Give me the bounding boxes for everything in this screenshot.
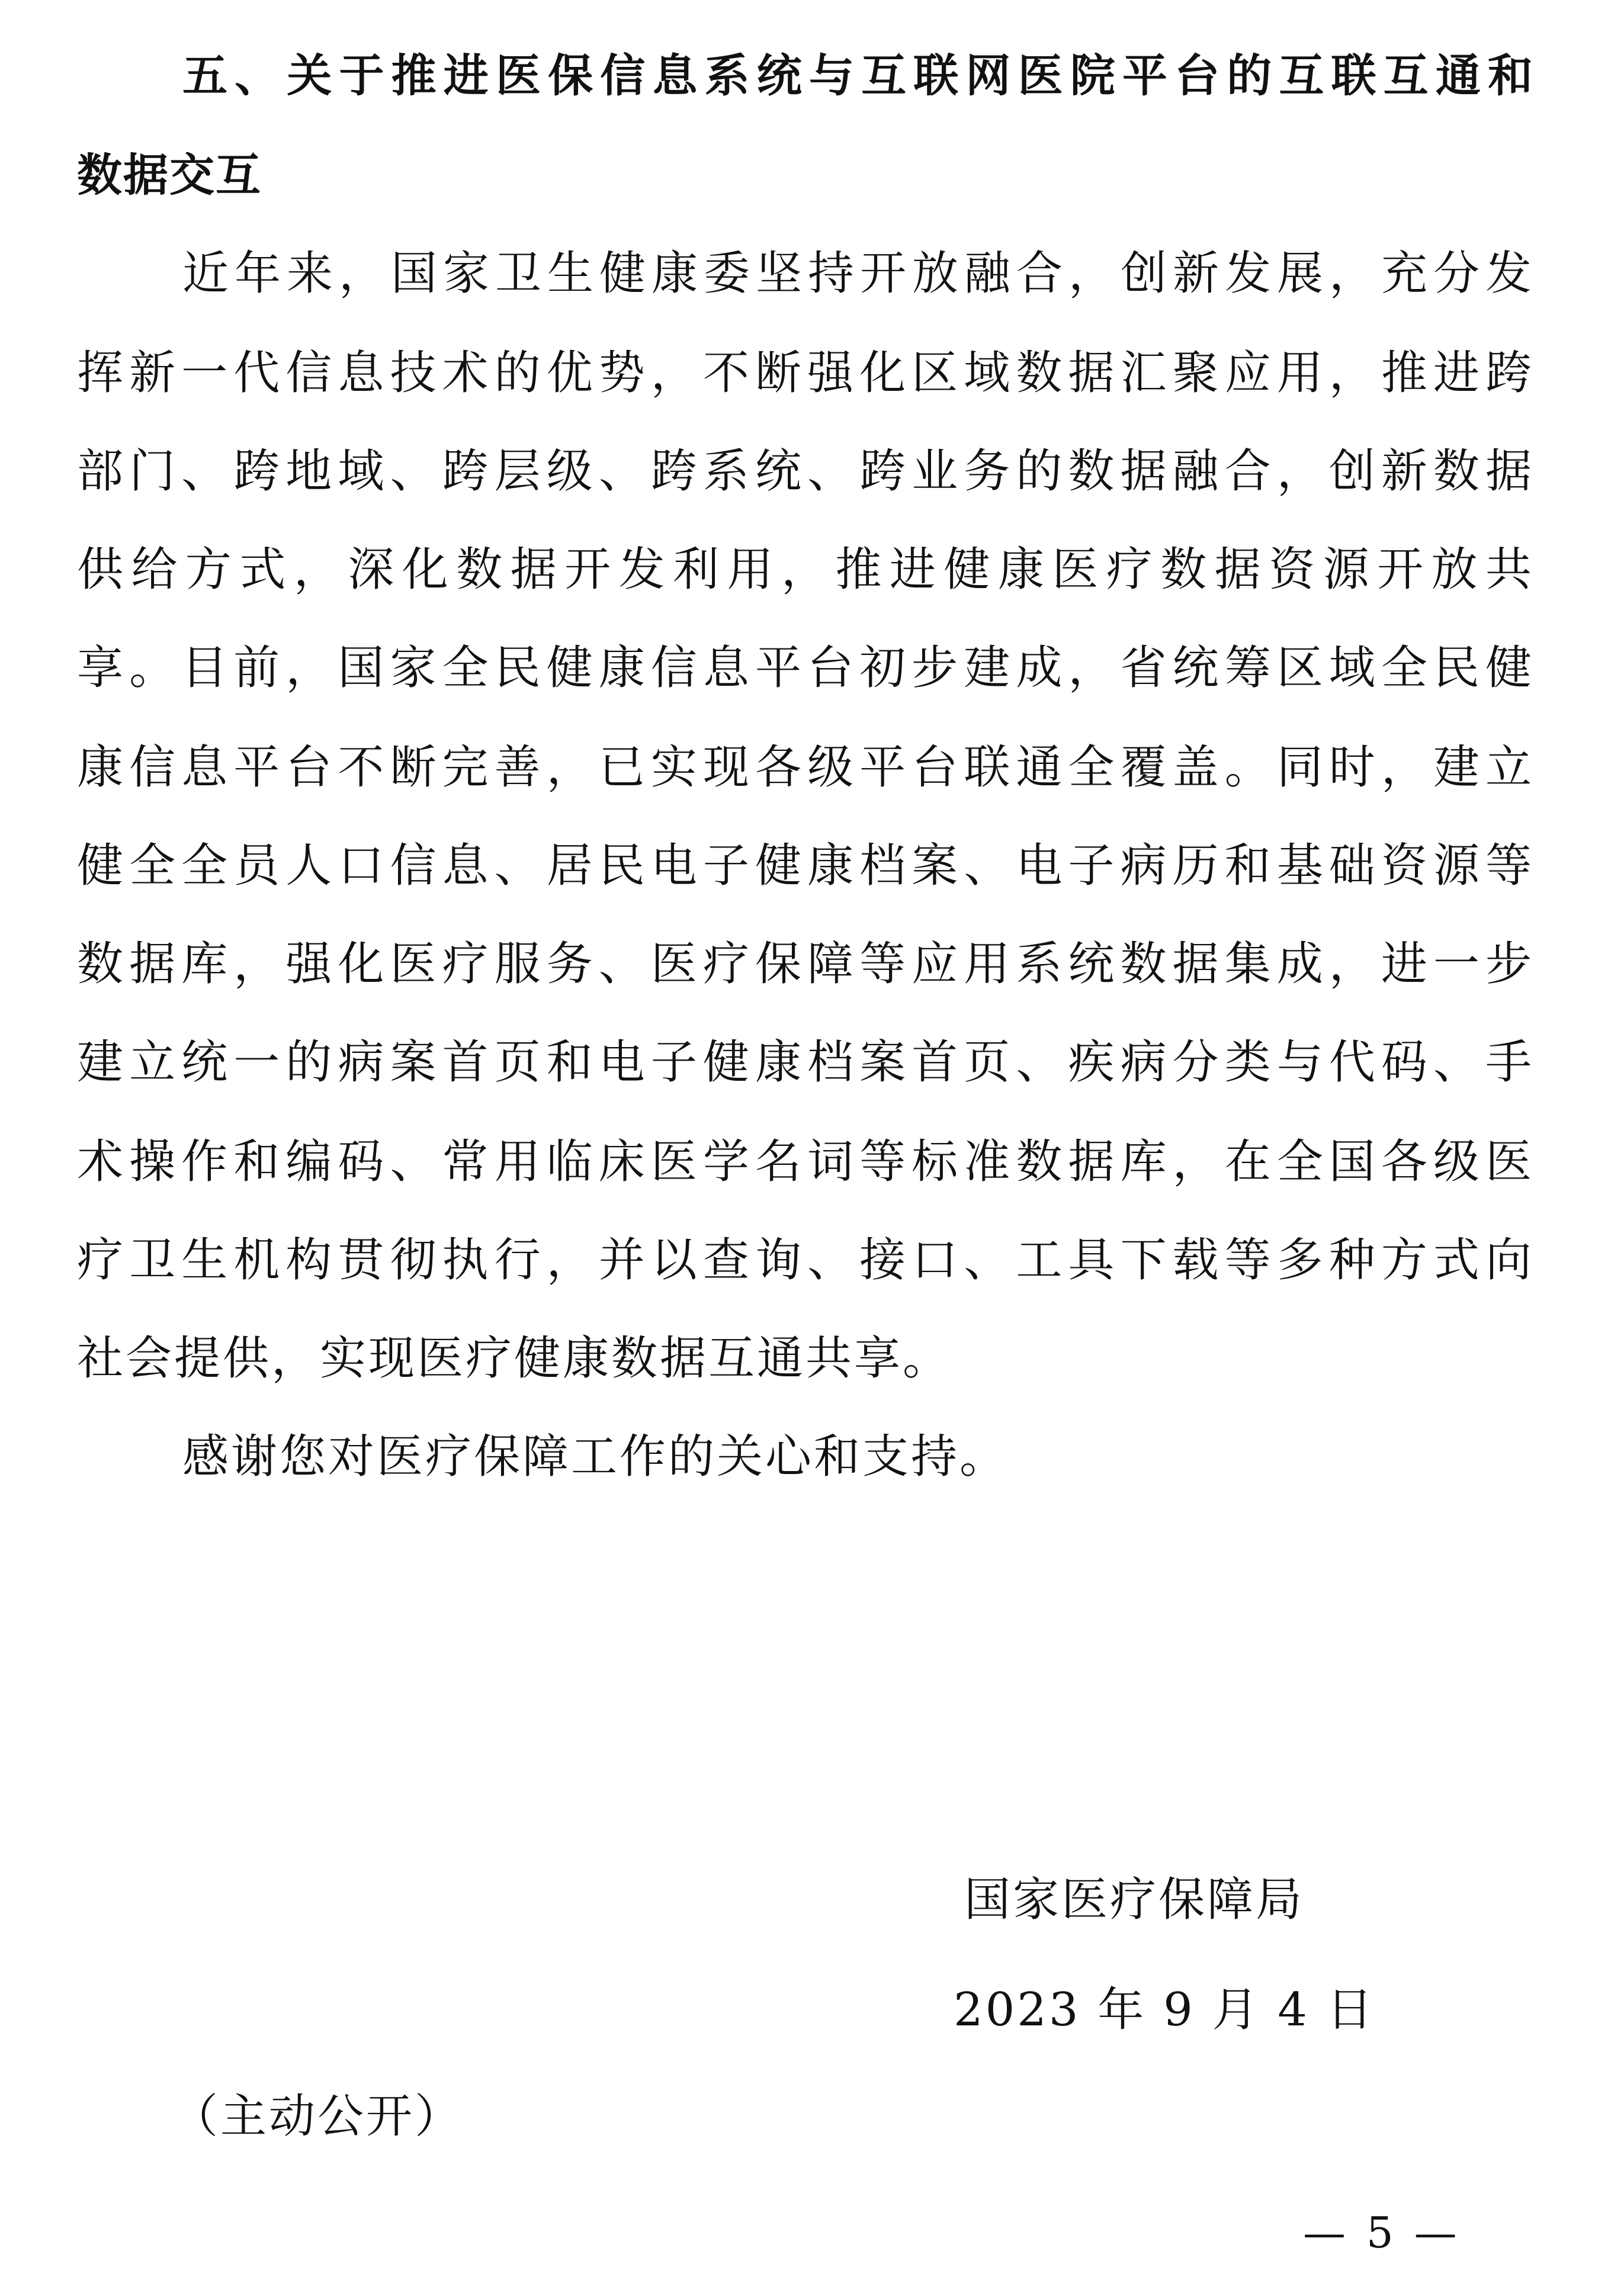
section-heading-line-2: 数据交互 bbox=[77, 149, 262, 201]
paragraph-line: 术操作和编码、常用临床医学名词等标准数据库，在全国各级医 bbox=[77, 1135, 1534, 1189]
paragraph-line: 康信息平台不断完善，已实现各级平台联通全覆盖。同时，建立 bbox=[77, 741, 1534, 794]
paragraph-line: 享。目前，国家全民健康信息平台初步建成，省统筹区域全民健 bbox=[77, 641, 1534, 695]
paragraph-line: 供给方式，深化数据开发利用，推进健康医疗数据资源开放共 bbox=[77, 543, 1534, 596]
signature-date: 2023 年 9 月 4 日 bbox=[954, 1983, 1375, 2037]
paragraph-line: 挥新一代信息技术的优势，不断强化区域数据汇聚应用，推进跨 bbox=[77, 346, 1534, 400]
page-number: — 5 — bbox=[1303, 2208, 1461, 2258]
signature-organization: 国家医疗保障局 bbox=[964, 1873, 1305, 1926]
paragraph-line: 近年来，国家卫生健康委坚持开放融合，创新发展，充分发 bbox=[182, 247, 1534, 300]
paragraph-line: 建立统一的病案首页和电子健康档案首页、疾病分类与代码、手 bbox=[77, 1036, 1534, 1089]
disclosure-note: （主动公开） bbox=[172, 2090, 464, 2143]
closing-paragraph: 感谢您对医疗保障工作的关心和支持。 bbox=[182, 1430, 1009, 1483]
paragraph-line: 数据库，强化医疗服务、医疗保障等应用系统数据集成，进一步 bbox=[77, 937, 1534, 991]
paragraph-line: 健全全员人口信息、居民电子健康档案、电子病历和基础资源等 bbox=[77, 839, 1534, 892]
section-heading-line-1: 五、关于推进医保信息系统与互联网医院平台的互联互通和 bbox=[182, 49, 1534, 102]
paragraph-line: 部门、跨地域、跨层级、跨系统、跨业务的数据融合，创新数据 bbox=[77, 445, 1534, 498]
paragraph-line: 疗卫生机构贯彻执行，并以查询、接口、工具下载等多种方式向 bbox=[77, 1234, 1534, 1287]
paragraph-line: 社会提供，实现医疗健康数据互通共享。 bbox=[77, 1332, 952, 1385]
